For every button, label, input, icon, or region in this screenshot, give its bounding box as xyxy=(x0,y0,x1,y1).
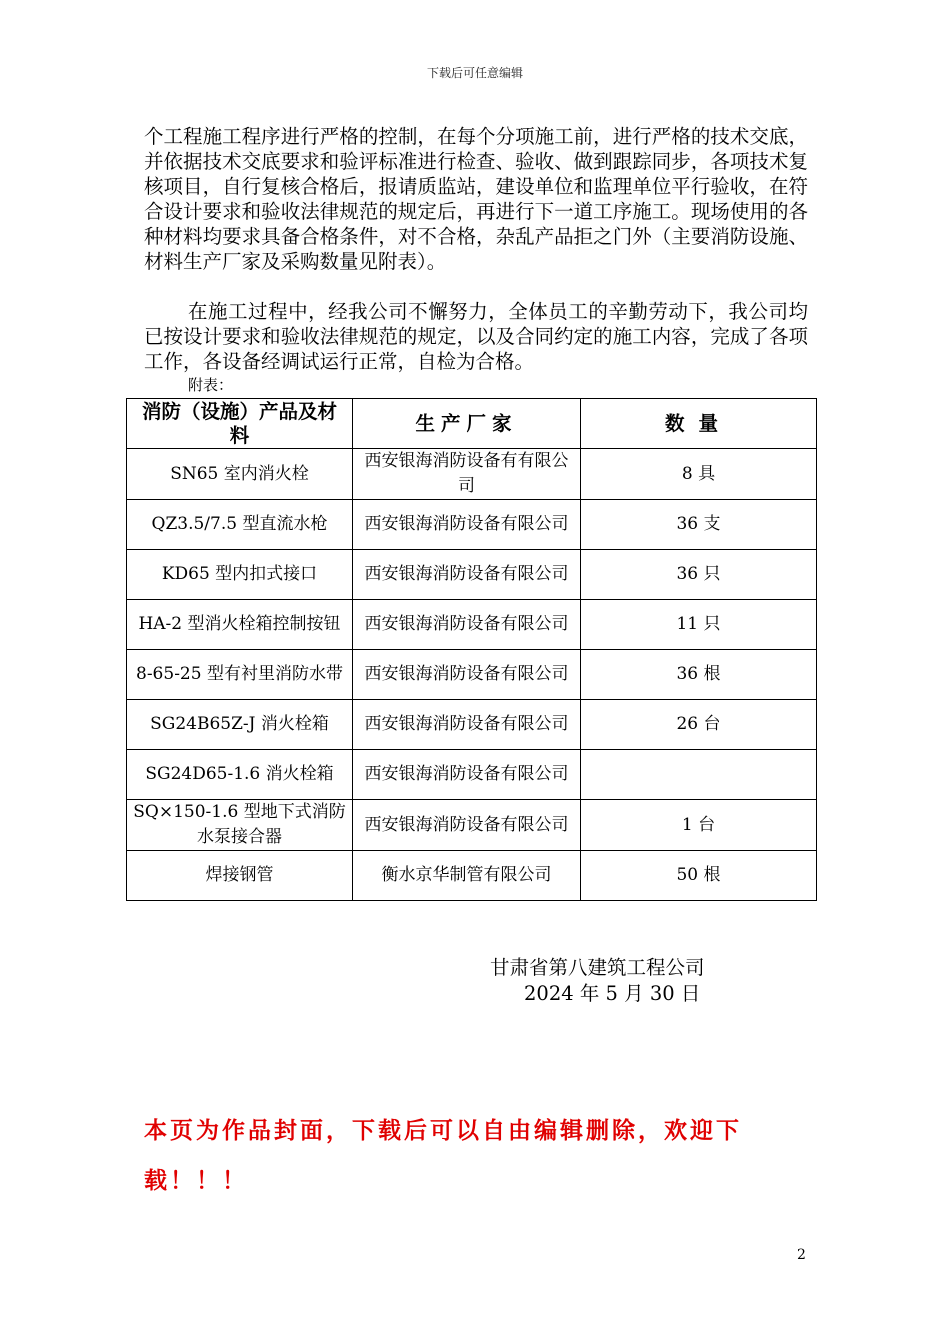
table-row xyxy=(127,851,817,901)
cell-product: KD65 型内扣式接口 xyxy=(127,550,353,600)
cell-product: 焊接钢管 xyxy=(127,851,353,901)
header-quantity: 数量 xyxy=(581,399,817,449)
cell-manufacturer: 西安银海消防设备有限公司 xyxy=(353,800,581,851)
cell-product: 8-65-25 型有衬里消防水带 xyxy=(127,650,353,700)
cell-manufacturer: 西安银海消防设备有限公司 xyxy=(353,650,581,700)
cell-manufacturer: 衡水京华制管有限公司 xyxy=(353,851,581,901)
table-row xyxy=(127,550,817,600)
cell-product: HA-2 型消火栓箱控制按钮 xyxy=(127,600,353,650)
materials-table xyxy=(126,398,817,901)
table-row xyxy=(127,650,817,700)
attachment-label: 附表： xyxy=(188,376,234,394)
table-row xyxy=(127,700,817,750)
cell-quantity: 36 只 xyxy=(581,550,817,600)
cell-manufacturer: 西安银海消防设备有限公司 xyxy=(353,550,581,600)
cell-quantity: 11 只 xyxy=(581,600,817,650)
header-manufacturer: 生产厂家 xyxy=(353,399,581,449)
cell-product: QZ3.5/7.5 型直流水枪 xyxy=(127,500,353,550)
cell-quantity: 26 台 xyxy=(581,700,817,750)
cell-manufacturer: 西安银海消防设备有有限公司 xyxy=(353,449,581,500)
signature-company: 甘肃省第八建筑工程公司 xyxy=(490,956,705,979)
cell-product: SG24D65-1.6 消火栓箱 xyxy=(127,750,353,800)
cell-product: SN65 室内消火栓 xyxy=(127,449,353,500)
cell-quantity: 8 具 xyxy=(581,449,817,500)
header-product: 消防（设施）产品及材料 xyxy=(127,399,353,449)
cell-quantity: 36 根 xyxy=(581,650,817,700)
cell-manufacturer: 西安银海消防设备有限公司 xyxy=(353,600,581,650)
cell-manufacturer: 西安银海消防设备有限公司 xyxy=(353,700,581,750)
cell-manufacturer: 西安银海消防设备有限公司 xyxy=(353,500,581,550)
download-promo-text: 本页为作品封面，下载后可以自由编辑删除，欢迎下载！！！ xyxy=(144,1118,742,1194)
body-paragraph-2: 在施工过程中，经我公司不懈努力，全体员工的辛勤劳动下，我公司均已按设计要求和验收法律规范的规定，以及合同约定的施工内容，完成了各项工作，各设备经调试运行正常，自检为合格。 xyxy=(144,300,808,373)
signature-date: 2024 年 5 月 30 日 xyxy=(524,982,701,1005)
table-row xyxy=(127,800,817,851)
table-row xyxy=(127,500,817,550)
table-row xyxy=(127,600,817,650)
cell-quantity: 50 根 xyxy=(581,851,817,901)
cell-quantity: 36 支 xyxy=(581,500,817,550)
cell-product: SG24B65Z-J 消火栓箱 xyxy=(127,700,353,750)
cell-manufacturer: 西安银海消防设备有限公司 xyxy=(353,750,581,800)
cell-quantity xyxy=(581,750,817,800)
cell-product: SQ×150-1.6 型地下式消防水泵接合器 xyxy=(127,800,353,851)
page-number: 2 xyxy=(797,1247,806,1263)
table-row xyxy=(127,449,817,500)
table-row xyxy=(127,750,817,800)
cell-quantity: 1 台 xyxy=(581,800,817,851)
table-header-row xyxy=(127,399,817,449)
body-paragraph-1: 个工程施工程序进行严格的控制，在每个分项施工前，进行严格的技术交底，并依据技术交底要求和验评标准进行检查、验收、做到跟踪同步，各项技术复核项目，自行复核合格后，报请质监站，建设单位和监理单位平行验收，在符合设计要求和验收法律规范的规定后，再进行下一道工序施工。现场使用的各种材料均要求具备合格条件，对不合格，杂乱产品拒之门外（主要消防设施、材料生产厂家及采购数量见附表）。 xyxy=(144,125,808,273)
page-header-note: 下载后可任意编辑 xyxy=(426,66,523,80)
